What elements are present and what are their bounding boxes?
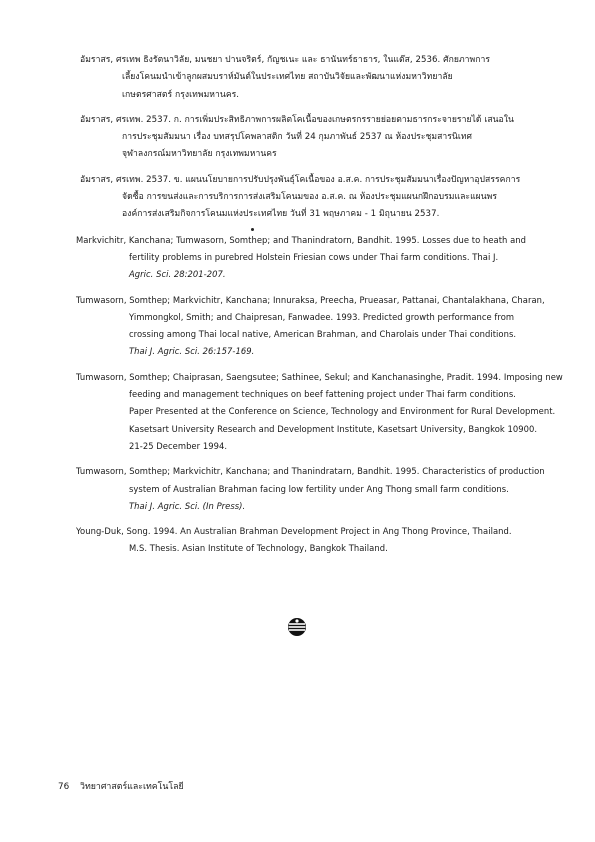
reference-line: Agric. Sci. 28:201-207. xyxy=(129,269,226,280)
reference-line: จัดซื้อ การขนส่งและการบริการการส่งเสริมโคนมของ อ.ส.ค. ณ ห้องประชุมแผนกฝึกอบรมและแผนพร xyxy=(122,192,498,203)
reference-line: M.S. Thesis. Asian Institute of Technology, Bangkok Thailand. xyxy=(129,543,388,554)
journal-title: วิทยาศาสตร์และเทคโนโลยี xyxy=(80,782,184,792)
reference-line: Yimmongkol, Smith; and Chaipresan, Fanwadee. 1993. Predicted growth performance from xyxy=(129,311,515,322)
reference-line: Tumwasorn, Somthep; Markvichitr, Kanchana; and Thanindratarn, Bandhit. 1995. Characteristics of production xyxy=(76,466,545,477)
reference-line: Young-Duk, Song. 1994. An Australian Brahman Development Project in Ang Thong Province, Thailand. xyxy=(76,526,512,537)
reference-list xyxy=(76,52,563,566)
reference-entry xyxy=(76,463,550,515)
circle-logo-icon xyxy=(287,617,307,637)
reference-line: เลี้ยงโคนมนำเข้าลูกผสมบราห์มันต์ในประเทศไทย สถาบันวิจัยและพัฒนาแห่งมหาวิทยาลัย xyxy=(122,72,453,83)
reference-line: feeding and management techniques on beef fattening project under Thai farm conditions. xyxy=(129,389,516,400)
reference-line: fertility problems in purebred Holstein Friesian cows under Thai farm conditions. Thai J. xyxy=(129,251,499,262)
reference-line: system of Australian Brahman facing low fertility under Ang Thong small farm conditions. xyxy=(129,483,509,494)
reference-line: Thai J. Agric. Sci. (In Press). xyxy=(129,500,246,511)
reference-entry xyxy=(76,232,550,284)
reference-line: เกษตรศาสตร์ กรุงเทพมหานคร. xyxy=(122,89,240,100)
page-footer xyxy=(58,779,184,793)
reference-line: Markvichitr, Kanchana; Tumwasorn, Somthep; and Thanindratorn, Bandhit. 1995. Losses due to heath and xyxy=(76,234,527,245)
reference-entry xyxy=(80,52,550,104)
reference-line: crossing among Thai local native, American Brahman, and Charolais under Thai conditions. xyxy=(129,329,517,340)
reference-line: จุฬาลงกรณ์มหาวิทยาลัย กรุงเทพมหานคร xyxy=(122,149,277,160)
reference-line: การประชุมสัมมนา เรื่อง บทสรุปโคพลาสติก วันที่ 24 กุมภาพันธ์ 2537 ณ ห้องประชุมสารนิเทศ xyxy=(122,132,473,143)
reference-line: องค์การส่งเสริมกิจการโคนมแห่งประเทศไทย วันที่ 31 พฤษภาคม - 1 มิถุนายน 2537. xyxy=(122,209,440,220)
reference-line: อัมราสร, ศรเทพ. 2537. ข. แผนนโยบายการปรับปรุงพันธุ์โคเนื้อของ อ.ส.ค. การประชุมสัมมนาเรื่องปัญหาอุปสรรคการ xyxy=(80,174,521,185)
reference-line: Tumwasorn, Somthep; Chaiprasan, Saengsutee; Sathinee, Sekul; and Kanchanasinghe, Pradit. 1994. Imposing new xyxy=(76,371,563,382)
reference-line: อัมราสร, ศรเทพ ธิงรัตนาวิลัย, มนชยา ปานจริตร์, กัญชเนะ และ ธานันทร์ธาธาร, ในแต๊ส, 2536. ศักยภาพการ xyxy=(80,55,491,65)
reference-entry xyxy=(76,369,563,455)
stray-dot-mark xyxy=(251,228,254,231)
reference-line: 21-25 December 1994. xyxy=(129,440,228,451)
reference-line: อัมราสร, ศรเทพ. 2537. ก. การเพิ่มประสิทธิภาพการผลิตโคเนื้อของเกษตรกรรายย่อยตามธารกระจายรายได้ เสนอใน xyxy=(80,114,514,125)
reference-entry xyxy=(76,523,550,558)
reference-line: Thai J. Agric. Sci. 26:157-169. xyxy=(129,346,255,357)
reference-line: Kasetsart University Research and Development Institute, Kasetsart University, Bangkok 10900. xyxy=(129,423,538,434)
reference-entry xyxy=(80,112,550,164)
page-number: 76 xyxy=(58,782,70,792)
reference-entry xyxy=(80,172,550,224)
reference-line: Paper Presented at the Conference on Science, Technology and Environment for Rural Development. xyxy=(129,406,556,417)
reference-entry xyxy=(76,292,550,361)
reference-line: Tumwasorn, Somthep; Markvichitr, Kanchana; Innuraksa, Preecha, Prueasar, Pattanai, Chantalakhana, Charan, xyxy=(76,294,545,305)
